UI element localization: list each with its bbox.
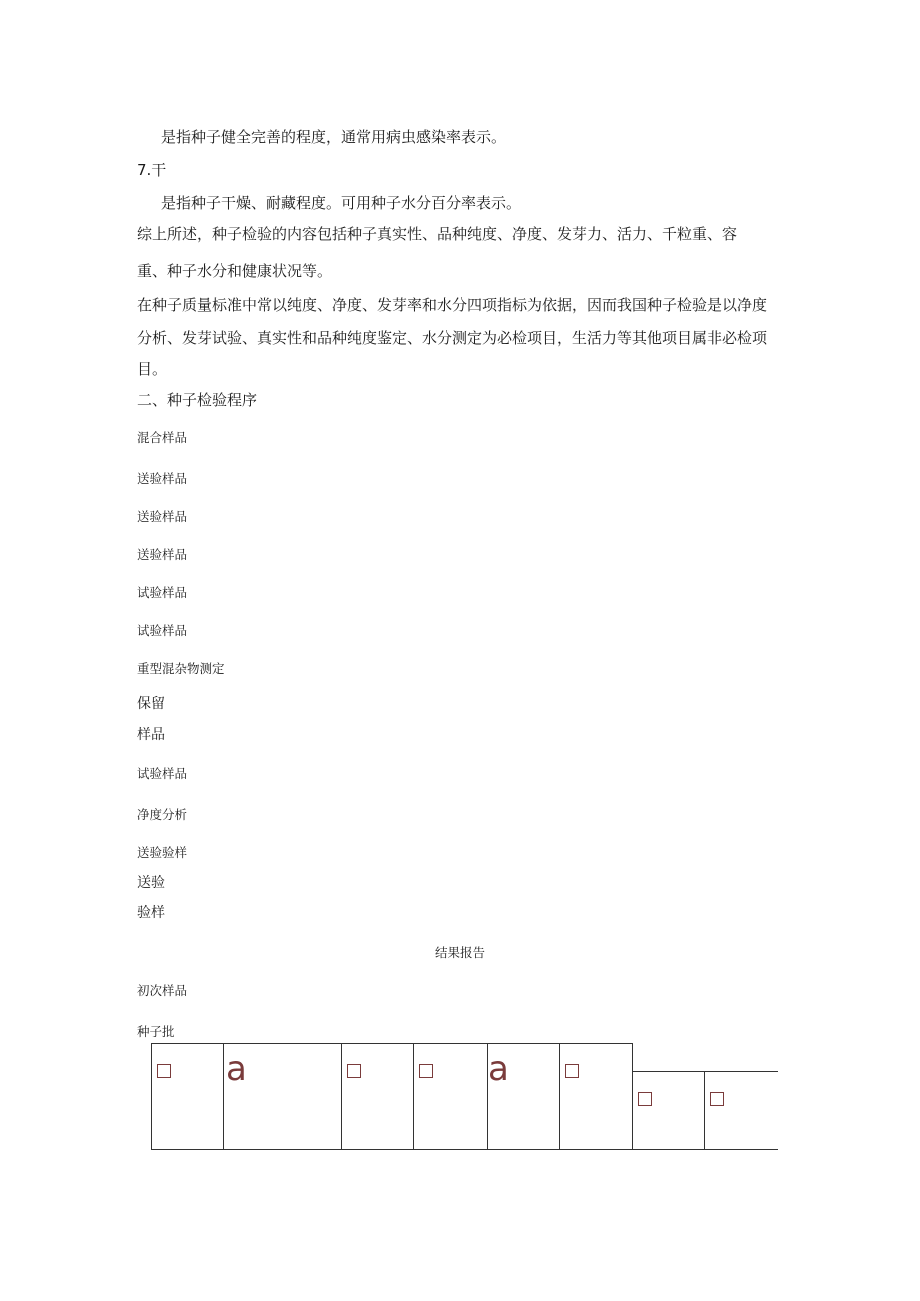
section-heading: 7.干 [137,161,167,179]
grid-cell [413,1043,488,1150]
grid-cell [151,1043,224,1150]
paragraph-line: 是指种子健全完善的程度，通常用病虫感染率表示。 [161,128,507,146]
empty-box-icon [710,1092,724,1106]
empty-box-icon [419,1064,433,1078]
paragraph-line: 综上所述，种子检验的内容包括种子真实性、品种纯度、净度、发芽力、活力、千粒重、容 [137,225,738,243]
empty-box-icon [347,1064,361,1078]
paragraph-line: 在种子质量标准中常以纯度、净度、发芽率和水分四项指标为依据，因而我国种子检验是以净度 [137,296,768,314]
flow-label: 种子批 [137,1024,175,1039]
flow-label: 验样 [137,905,165,921]
letter-glyph: a [226,1049,247,1089]
empty-box-icon [157,1064,171,1078]
flow-label: 净度分析 [137,807,188,822]
flow-label: 试验样品 [137,585,188,600]
section-heading: 二、种子检验程序 [137,391,258,409]
flow-label: 混合样品 [137,430,188,445]
grid-cell [341,1043,414,1150]
flow-label: 重型混杂物测定 [137,661,225,676]
flow-label: 样品 [137,727,165,743]
letter-glyph: a [488,1049,509,1089]
flow-label: 试验样品 [137,766,188,781]
flow-label: 送验样品 [137,547,188,562]
paragraph-line: 是指种子干燥、耐藏程度。可用种子水分百分率表示。 [161,194,522,212]
grid-cell [704,1071,778,1150]
flow-label: 送验验样 [137,845,188,860]
paragraph-line: 目。 [137,360,168,378]
paragraph-line: 重、种子水分和健康状况等。 [137,262,333,280]
grid-cell [632,1071,705,1150]
empty-box-icon [565,1064,579,1078]
flow-label: 初次样品 [137,983,188,998]
flow-label: 送验样品 [137,509,188,524]
flow-label: 送验样品 [137,471,188,486]
flow-label: 保留 [137,696,165,712]
empty-box-icon [638,1092,652,1106]
paragraph-line: 分析、发芽试验、真实性和品种纯度鉴定、水分测定为必检项目，生活力等其他项目属非必检项 [137,329,768,347]
flow-label: 试验样品 [137,623,188,638]
grid-cell [559,1043,633,1150]
flow-label: 送验 [137,875,165,891]
flow-label-result-report: 结果报告 [434,945,485,960]
